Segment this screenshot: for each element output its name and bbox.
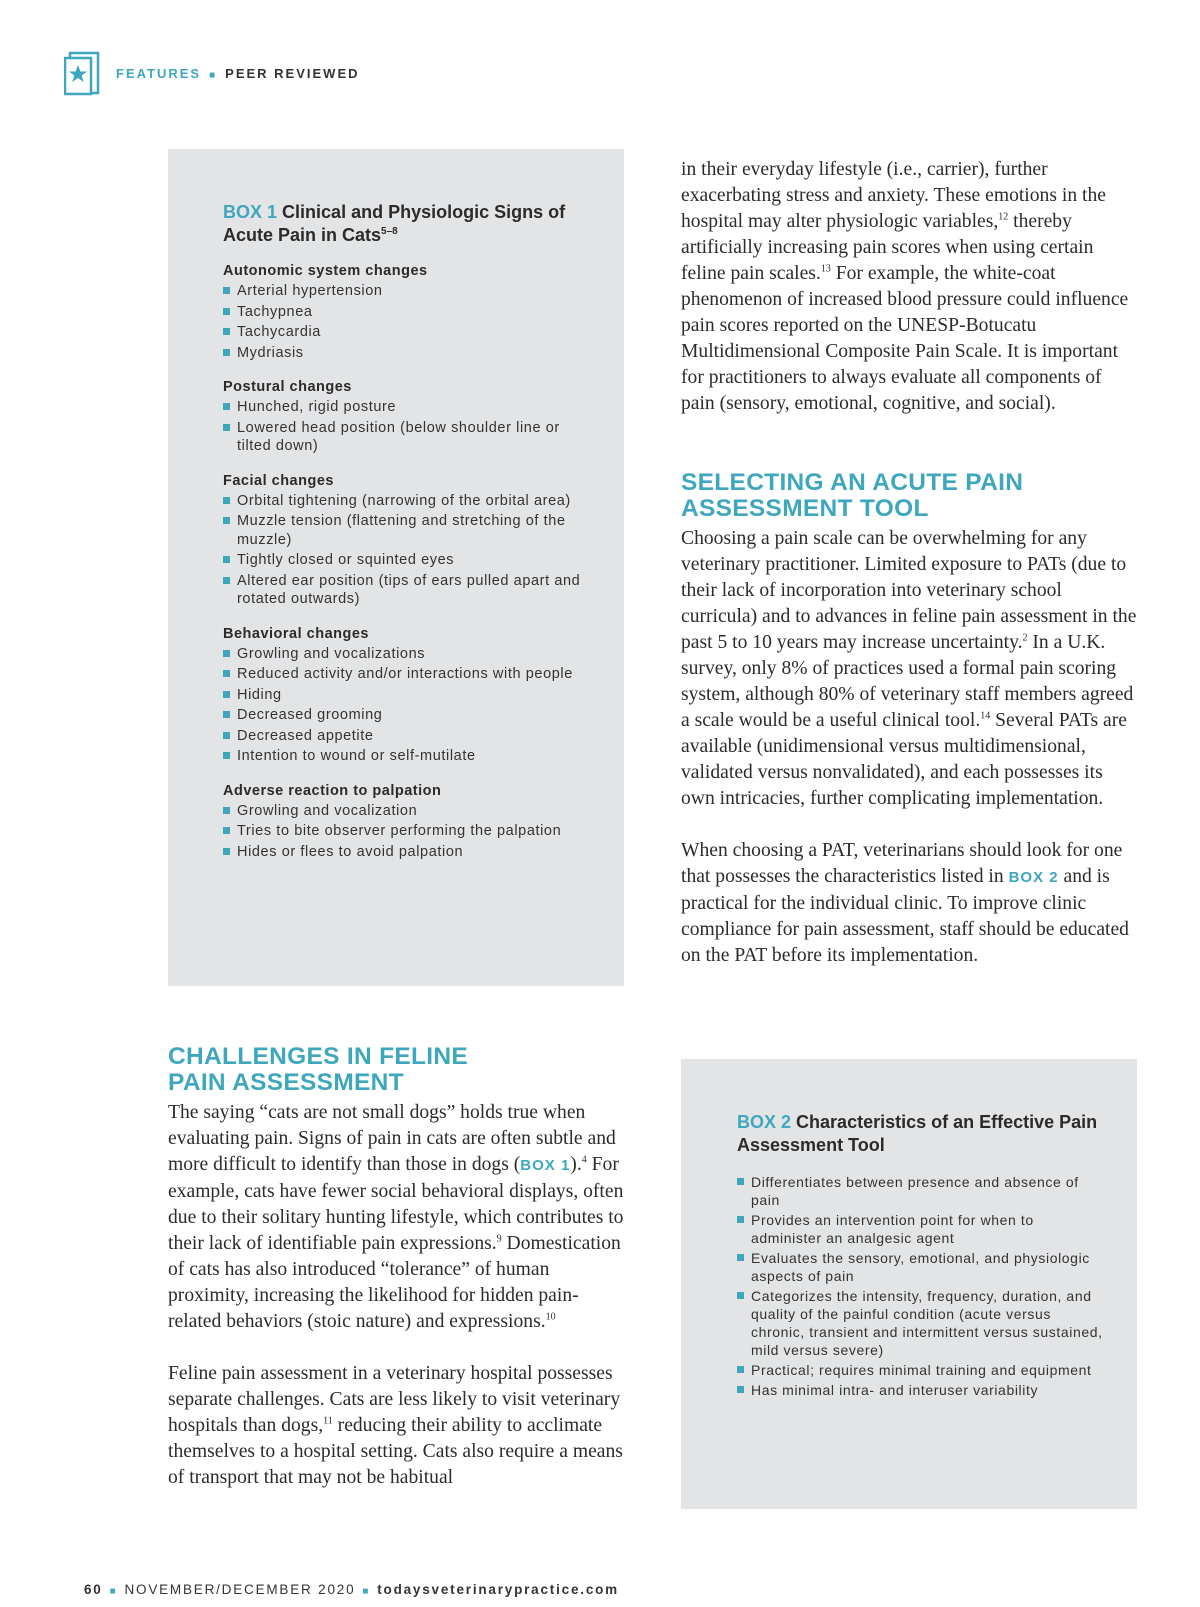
list-item <box>223 282 594 301</box>
bullet-square-icon <box>223 287 230 294</box>
bullet-square-icon <box>223 403 230 410</box>
box-1-tag: BOX 1 <box>223 202 278 222</box>
list-item-text: Growling and vocalizations <box>237 645 426 662</box>
list-item-text: Decreased grooming <box>237 707 383 723</box>
bullet-square-icon <box>737 1254 744 1261</box>
list-item <box>223 303 594 322</box>
bullet-square-icon <box>223 752 230 759</box>
list-item-text: Differentiates between presence and absence of pain <box>751 1174 1079 1208</box>
box-2-list <box>737 1173 1107 1399</box>
list-item <box>223 802 594 821</box>
list-item-text: Altered ear position (tips of ears pulled apart and rotated outwards) <box>237 572 581 607</box>
bullet-square-icon <box>737 1386 744 1393</box>
box-1-section-heading: Behavioral changes <box>223 625 369 642</box>
selecting-paragraph-2: When choosing a PAT, veterinarians should look for one that possesses the characteristics listed in BOX 2 and is practical for the individual clinic. To improve clinic compliance for pain assessment, staff should be educated on the PAT before its implementation. <box>681 840 1129 966</box>
separator-square-icon: ■ <box>362 1586 371 1597</box>
challenges-paragraph-2: Feline pain assessment in a veterinary hospital possesses separate challenges. Cats are less likely to visit veterinary hospitals than dogs,$^{11}$ reducing their ability to acclimate themselves to a hospital setting. Cats also require a means of transport that may not be habitual <box>168 1363 623 1488</box>
page-header <box>64 50 360 96</box>
bullet-square-icon <box>223 497 230 504</box>
issue-date: NOVEMBER/DECEMBER 2020 <box>124 1582 356 1597</box>
challenges-section <box>168 1044 624 1491</box>
list-item <box>737 1211 1107 1247</box>
separator-square-icon: ■ <box>209 69 218 81</box>
bullet-square-icon <box>223 328 230 335</box>
list-item-text: Tachycardia <box>237 324 321 340</box>
bullet-square-icon <box>223 517 230 524</box>
bullet-square-icon <box>223 670 230 677</box>
book-star-logo-icon <box>64 50 102 96</box>
list-item-text: Muzzle tension (flattening and stretching of the muzzle) <box>237 513 566 548</box>
list-item <box>223 822 594 841</box>
box-1-section-heading: Autonomic system changes <box>223 263 428 279</box>
box-1-section-list <box>223 398 594 456</box>
list-item-text: Hiding <box>237 686 282 703</box>
list-item-text: Orbital tightening (narrowing of the orbital area) <box>237 492 571 509</box>
list-item-text: Has minimal intra- and interuser variability <box>751 1382 1039 1398</box>
list-item <box>223 492 594 511</box>
bullet-square-icon <box>223 349 230 356</box>
list-item <box>223 398 594 417</box>
box-1-reference-link[interactable]: BOX 1 <box>520 1157 571 1174</box>
bullet-square-icon <box>223 711 230 718</box>
bullet-square-icon <box>737 1366 744 1373</box>
list-item <box>223 747 594 766</box>
list-item <box>223 512 594 549</box>
list-item <box>223 419 594 456</box>
box-1-section-list <box>223 492 594 609</box>
list-item <box>737 1361 1107 1379</box>
list-item-text: Arterial hypertension <box>237 283 383 299</box>
list-item <box>223 727 594 746</box>
box-1-sections <box>223 263 594 861</box>
list-item-text: Hunched, rigid posture <box>237 399 397 415</box>
list-item-text: Tightly closed or squinted eyes <box>237 552 455 568</box>
box-2-tag: BOX 2 <box>737 1112 792 1132</box>
box-1-section-list <box>223 645 594 766</box>
list-item-text: Tries to bite observer performing the palpation <box>237 823 562 839</box>
box-1-section-list <box>223 282 594 362</box>
box-1 <box>168 149 624 986</box>
separator-square-icon: ■ <box>109 1586 118 1597</box>
selecting-section <box>681 470 1137 969</box>
list-item <box>223 706 594 725</box>
list-item <box>223 686 594 705</box>
bullet-square-icon <box>737 1178 744 1185</box>
list-item-text: Categorizes the intensity, frequency, duration, and quality of the painful condition (acute versus chronic, transient and intermittent versus sustained, mild versus severe) <box>751 1288 1103 1358</box>
bullet-square-icon <box>737 1216 744 1223</box>
list-item-text: Evaluates the sensory, emotional, and physiologic aspects of pain <box>751 1250 1090 1284</box>
box-1-title-ref: 5–8 <box>381 226 398 237</box>
box-1-section-heading: Postural changes <box>223 379 352 395</box>
list-item-text: Hides or flees to avoid palpation <box>237 843 464 860</box>
bullet-square-icon <box>223 732 230 739</box>
box-2 <box>681 1059 1137 1509</box>
box-1-section-list <box>223 802 594 862</box>
bullet-square-icon <box>737 1292 744 1299</box>
list-item <box>223 572 594 609</box>
bullet-square-icon <box>223 691 230 698</box>
right-column-continuation <box>681 157 1137 417</box>
bullet-square-icon <box>223 556 230 563</box>
list-item <box>737 1381 1107 1399</box>
bullet-square-icon <box>223 848 230 855</box>
bullet-square-icon <box>223 308 230 315</box>
box-1-section-heading: Adverse reaction to palpation <box>223 782 442 799</box>
list-item <box>737 1249 1107 1285</box>
list-item-text: Lowered head position (below shoulder line or tilted down) <box>237 419 560 454</box>
list-item-text: Intention to wound or self-mutilate <box>237 748 476 764</box>
section-label: FEATURES <box>116 65 202 81</box>
subsection-label: PEER REVIEWED <box>225 65 360 81</box>
website-link[interactable]: todaysveterinarypractice.com <box>377 1582 619 1597</box>
list-item <box>223 323 594 342</box>
list-item <box>223 843 594 862</box>
list-item <box>737 1173 1107 1209</box>
box-1-title <box>223 201 594 247</box>
list-item <box>223 665 594 684</box>
list-item-text: Reduced activity and/or interactions with people <box>237 666 573 682</box>
list-item-text: Practical; requires minimal training and equipment <box>751 1362 1092 1378</box>
list-item <box>223 645 594 664</box>
bullet-square-icon <box>223 827 230 834</box>
bullet-square-icon <box>223 577 230 584</box>
selecting-paragraph-1: Choosing a pain scale can be overwhelming for any veterinary practitioner. Limited exposure to PATs (due to their lack of incorporation into veterinary school curricula) and to advances in feline pain assessment in the past 5 to 10 years may increase uncertainty.$^2$ In a U.K. survey, only 8% of practices used a formal pain scoring system, although 80% of veterinary staff members agreed a scale would be a useful clinical tool.$^{14}$ Several PATs are available (unidimensional versus multidimensional, validated versus nonvalidated), and each possesses its own intricacies, further complicating implementation. <box>681 528 1137 809</box>
list-item <box>223 551 594 570</box>
list-item <box>223 344 594 363</box>
bullet-square-icon <box>223 424 230 431</box>
page-footer <box>84 1582 619 1597</box>
box-2-title <box>737 1111 1107 1157</box>
page-number: 60 <box>84 1582 103 1597</box>
challenges-heading: CHALLENGES IN FELINE PAIN ASSESSMENT <box>168 1043 469 1096</box>
challenges-paragraph-1: The saying “cats are not small dogs” holds true when evaluating pain. Signs of pain in cats are often subtle and more difficult to identify than those in dogs (BOX 1).$^4$ For example, cats have fewer social behavioral displays, often due to their solitary hunting lifestyle, which contributes to their lack of identifiable pain expressions.$^9$ Domestication of cats has also introduced “tolerance” of human proximity, increasing the likelihood for hidden pain-related behaviors (stoic nature) and expressions.$^{10}$ <box>168 1102 624 1332</box>
bullet-square-icon <box>223 807 230 814</box>
list-item-text: Tachypnea <box>237 303 313 320</box>
list-item-text: Decreased appetite <box>237 727 374 744</box>
selecting-heading: SELECTING AN ACUTE PAIN ASSESSMENT TOOL <box>681 469 1024 522</box>
box-2-title-text: Characteristics of an Effective Pain Assessment Tool <box>737 1112 1098 1155</box>
bullet-square-icon <box>223 650 230 657</box>
box-1-title-text: Clinical and Physiologic Signs of Acute Pain in Cats <box>223 202 566 245</box>
list-item-text: Mydriasis <box>237 344 304 361</box>
list-item-text: Provides an intervention point for when to administer an analgesic agent <box>751 1212 1034 1246</box>
continuation-paragraph: in their everyday lifestyle (i.e., carrier), further exacerbating stress and anxiety. These emotions in the hospital may alter physiologic variables,$^{12}$ thereby artificially increasing pain scores when using certain feline pain scales.$^{13}$ For example, the white-coat phenomenon of increased blood pressure could influence pain scores reported on the UNESP-Botucatu Multidimensional Composite Pain Scale. It is important for practitioners to always evaluate all components of pain (sensory, emotional, cognitive, and social). <box>681 159 1129 414</box>
list-item-text: Growling and vocalization <box>237 802 418 819</box>
box-2-reference-link[interactable]: BOX 2 <box>1008 869 1059 886</box>
box-1-section-heading: Facial changes <box>223 472 334 489</box>
list-item <box>737 1287 1107 1359</box>
